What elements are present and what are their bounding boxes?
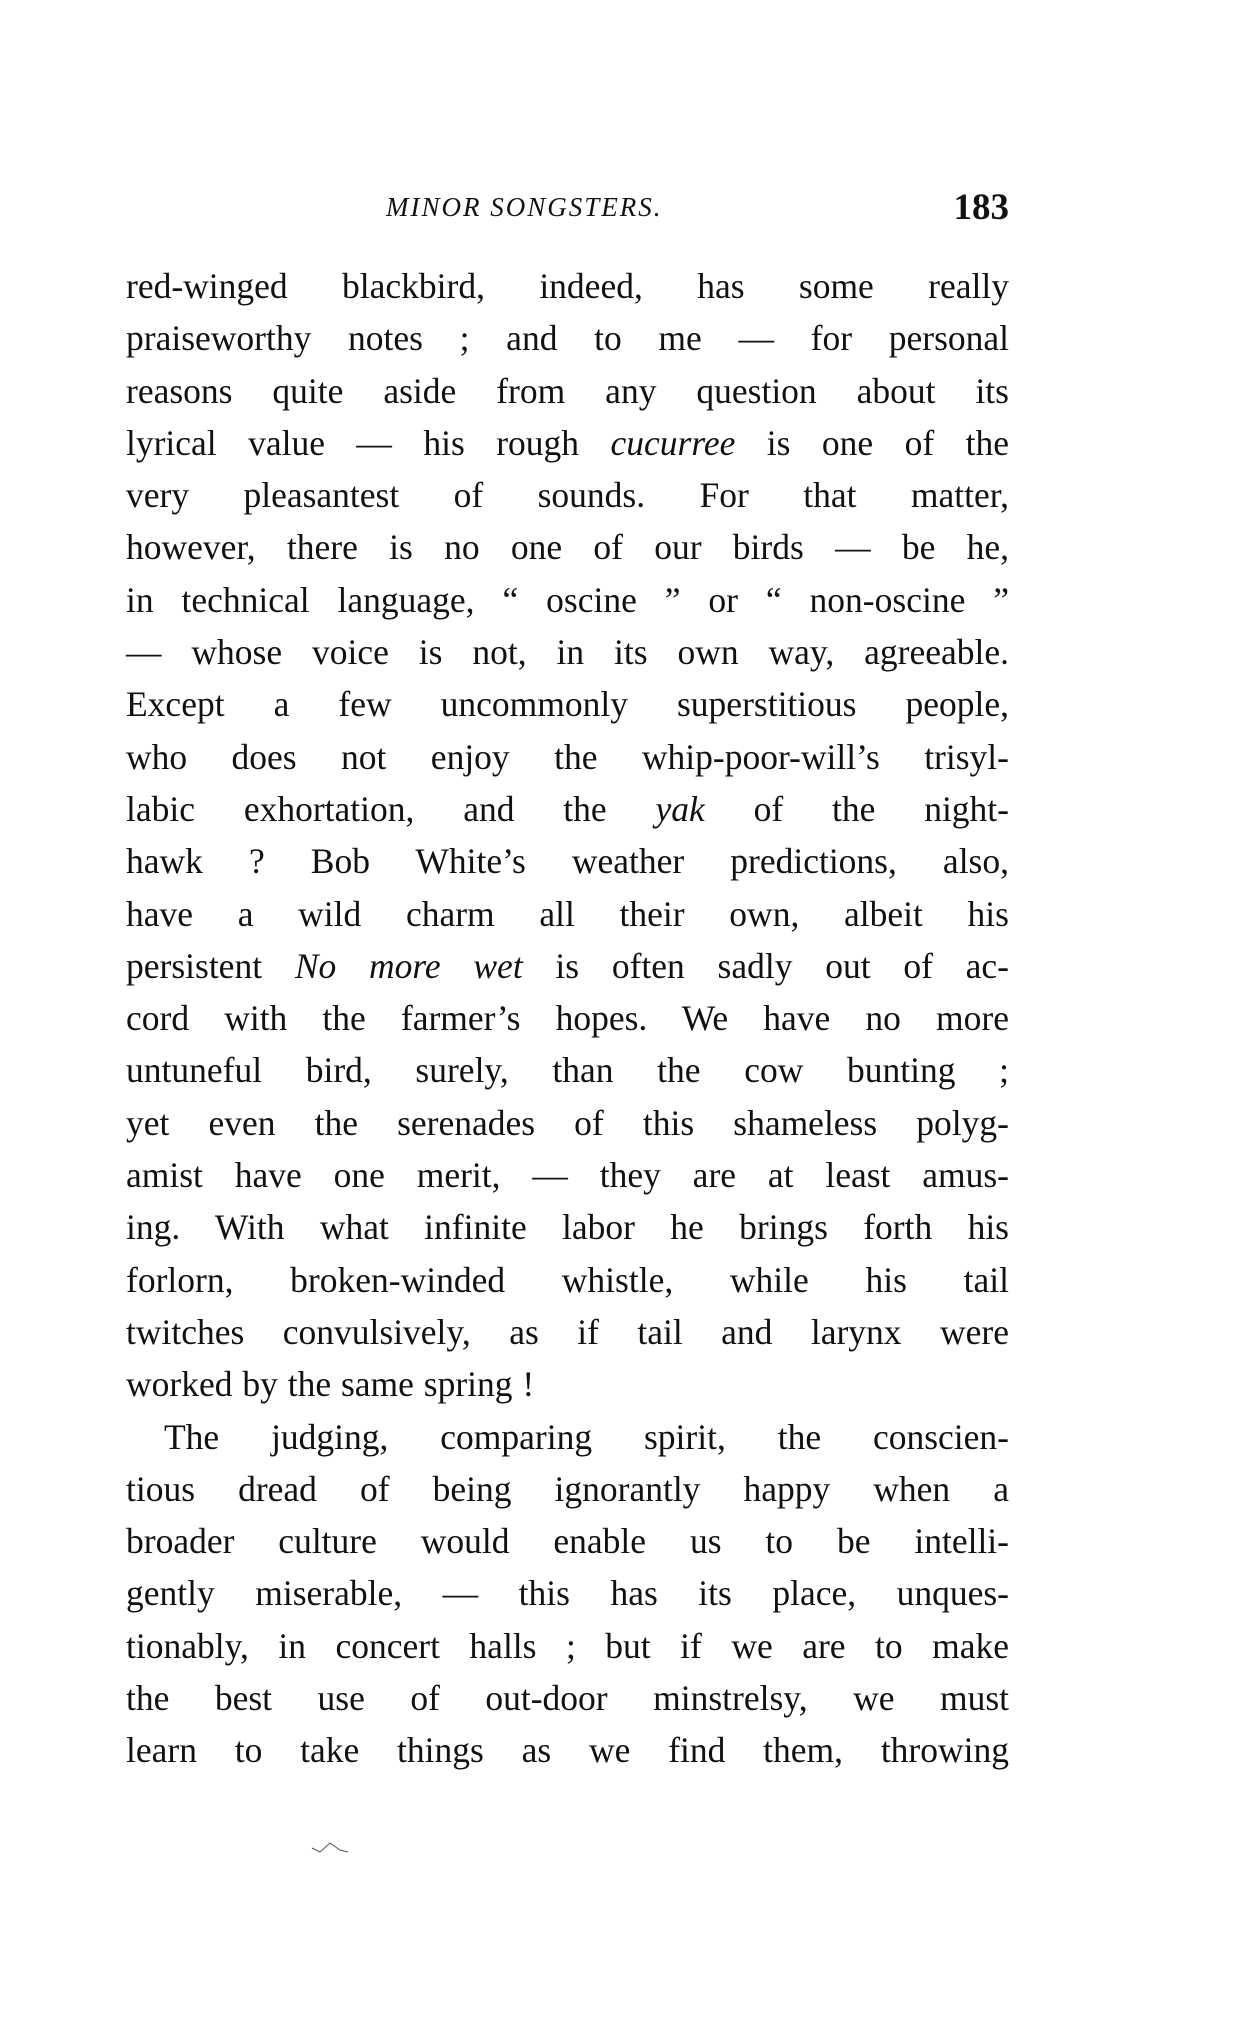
text-span: persistent xyxy=(126,945,295,986)
text-span: amist have one merit, — they are at least amus- xyxy=(126,1155,1009,1196)
text-span: red-winged blackbird, indeed, has some really xyxy=(126,266,1009,306)
text-span: yet even the serenades of this shameless polyg- xyxy=(126,1102,1009,1143)
text-span: The judging, comparing spirit, the conscien- xyxy=(164,1416,1009,1457)
text-line xyxy=(126,678,1009,730)
text-span: worked by the same spring ! xyxy=(126,1364,535,1405)
text-line xyxy=(126,365,1009,417)
body-text xyxy=(126,260,1009,1777)
text-line xyxy=(126,1515,1009,1567)
text-span: have a wild charm all their own, albeit his xyxy=(126,893,1009,934)
running-title: MINOR SONGSTERS. xyxy=(386,192,663,222)
text-span: in technical language, “ oscine ” or “ non-oscine ” xyxy=(126,579,1009,620)
text-line xyxy=(126,1463,1009,1515)
text-span: praiseworthy notes ; and to me — for personal xyxy=(126,318,1009,359)
text-span: hawk ? Bob White’s weather predictions, also, xyxy=(126,841,1009,882)
text-line xyxy=(126,1149,1009,1201)
text-span: learn to take things as we find them, throwing xyxy=(126,1730,1009,1771)
text-span: cord with the farmer’s hopes. We have no more xyxy=(126,998,1009,1039)
text-span: is one of the xyxy=(735,422,1009,463)
text-line xyxy=(126,888,1009,940)
text-span: labic exhortation, and the xyxy=(126,788,656,829)
text-span: is often sadly out of ac- xyxy=(522,945,1010,986)
italic-phrase: cucurree xyxy=(610,422,736,463)
text-line xyxy=(126,1358,1009,1410)
italic-phrase: No more wet xyxy=(294,945,523,986)
text-line xyxy=(126,992,1009,1044)
text-span: who does not enjoy the whip-poor-will’s trisyl- xyxy=(126,736,1009,777)
text-line xyxy=(126,1411,1009,1463)
text-span: of the night- xyxy=(704,788,1009,829)
text-line xyxy=(126,1306,1009,1358)
text-span: the best use of out-door minstrelsy, we must xyxy=(126,1678,1009,1719)
text-span: ing. With what infinite labor he brings forth his xyxy=(126,1207,1009,1248)
text-span: gently miserable, — this has its place, unques- xyxy=(126,1573,1009,1614)
text-line xyxy=(126,1672,1009,1724)
text-line xyxy=(126,574,1009,626)
text-line xyxy=(126,521,1009,573)
text-span: twitches convulsively, as if tail and larynx were xyxy=(126,1311,1009,1352)
text-span: broader culture would enable us to be intelli- xyxy=(126,1521,1009,1562)
text-span: however, there is no one of our birds — be he, xyxy=(126,527,1009,568)
text-line xyxy=(126,417,1009,469)
text-line xyxy=(126,835,1009,887)
text-line xyxy=(126,1724,1009,1776)
text-line xyxy=(126,260,1009,312)
text-span: forlorn, broken-winded whistle, while his tail xyxy=(126,1259,1009,1300)
text-span: tious dread of being ignorantly happy when a xyxy=(126,1468,1009,1509)
text-line xyxy=(126,469,1009,521)
text-line xyxy=(126,1567,1009,1619)
text-span: untuneful bird, surely, than the cow bunting ; xyxy=(126,1050,1009,1091)
text-line xyxy=(126,1254,1009,1306)
text-line xyxy=(126,312,1009,364)
text-span: Except a few uncommonly superstitious people, xyxy=(126,684,1009,725)
italic-phrase: yak xyxy=(655,788,705,829)
text-line xyxy=(126,731,1009,783)
page-header xyxy=(126,186,1009,230)
text-line xyxy=(126,1201,1009,1253)
text-line xyxy=(126,940,1009,992)
text-line xyxy=(126,1044,1009,1096)
text-line xyxy=(126,783,1009,835)
text-line xyxy=(126,1097,1009,1149)
text-span: — whose voice is not, in its own way, agreeable. xyxy=(126,632,1009,673)
page-number: 183 xyxy=(953,187,1009,228)
text-span: reasons quite aside from any question about its xyxy=(126,370,1009,411)
text-span: lyrical value — his rough xyxy=(126,422,611,463)
text-span: very pleasantest of sounds. For that matter, xyxy=(126,475,1009,516)
text-line xyxy=(126,626,1009,678)
ink-mark-icon xyxy=(310,1838,360,1858)
text-span: tionably, in concert halls ; but if we are to make xyxy=(126,1625,1009,1666)
text-line xyxy=(126,1620,1009,1672)
